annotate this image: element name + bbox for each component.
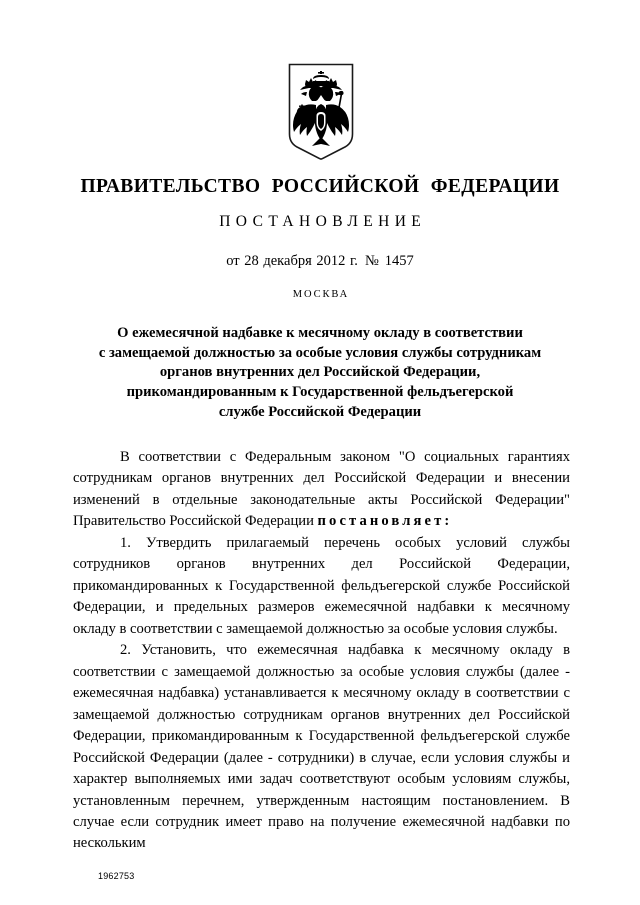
title-line: органов внутренних дел Российской Федерации, xyxy=(159,364,481,381)
resolution-verb: постановляет: xyxy=(317,513,453,530)
title-line: с замещаемой должностью за особые условия службы сотрудникам xyxy=(98,344,542,361)
document-city: МОСКВА xyxy=(292,289,350,301)
document-date-and-number xyxy=(0,254,640,270)
title-line: прикомандированным к Государственной фельдъегерской xyxy=(126,383,514,400)
document-kind: ПОСТАНОВЛЕНИЕ xyxy=(219,213,427,231)
document-header xyxy=(0,176,640,301)
footer-document-code: 1962753 xyxy=(98,871,135,881)
document-number: 1457 xyxy=(384,253,414,270)
organization-title: ПРАВИТЕЛЬСТВО РОССИЙСКОЙ ФЕДЕРАЦИИ xyxy=(80,176,560,197)
paragraph-item-2: 2. Установить, что ежемесячная надбавка к месячному окладу в соответствии с замещаемой должностью за особые условия службы (далее - ежемесячная надбавка) устанавливается к месячному окладу в соответствии с замещаемой должностью сотрудникам органов внутренних дел Российской Федерации, прикомандированным к Государственной фельдъегерской службе Российской Федерации (далее - сотрудники) в случае, если условия службы и характер выполняемых ими задач соответствуют особым условиям службы, установленным перечнем, утвержденным настоящим постановлением. В случае если сотрудник имеет право на получение ежемесячной надбавки по нескольким xyxy=(73,642,570,852)
russian-coat-of-arms-icon xyxy=(287,62,355,162)
title-line: О ежемесячной надбавке к месячному окладу в соответствии xyxy=(117,325,523,341)
document-date: от 28 декабря 2012 г. xyxy=(226,253,358,270)
number-sign: № xyxy=(364,253,379,270)
title-line: службе Российской Федерации xyxy=(218,403,422,420)
preamble-text: В соответствии с Федеральным законом "О социальных гарантиях сотрудникам органов внутренних дел Российской Федерации и внесении изменений в отдельные законодательные акты Российской Федерации" Правительство Российской Федерации xyxy=(73,449,570,530)
document-body xyxy=(73,447,570,855)
document-title xyxy=(96,324,544,422)
paragraph-item-1: 1. Утвердить прилагаемый перечень особых условий службы сотрудников органов внутренних дел Российской Федерации, прикомандированных к Государственной фельдъегерской службе Российской Федерации, и предельных размеров ежемесячной надбавки к месячному окладу в соответствии с замещаемой должностью за особые условия службы. xyxy=(73,534,570,637)
paragraph-preamble xyxy=(73,447,570,533)
